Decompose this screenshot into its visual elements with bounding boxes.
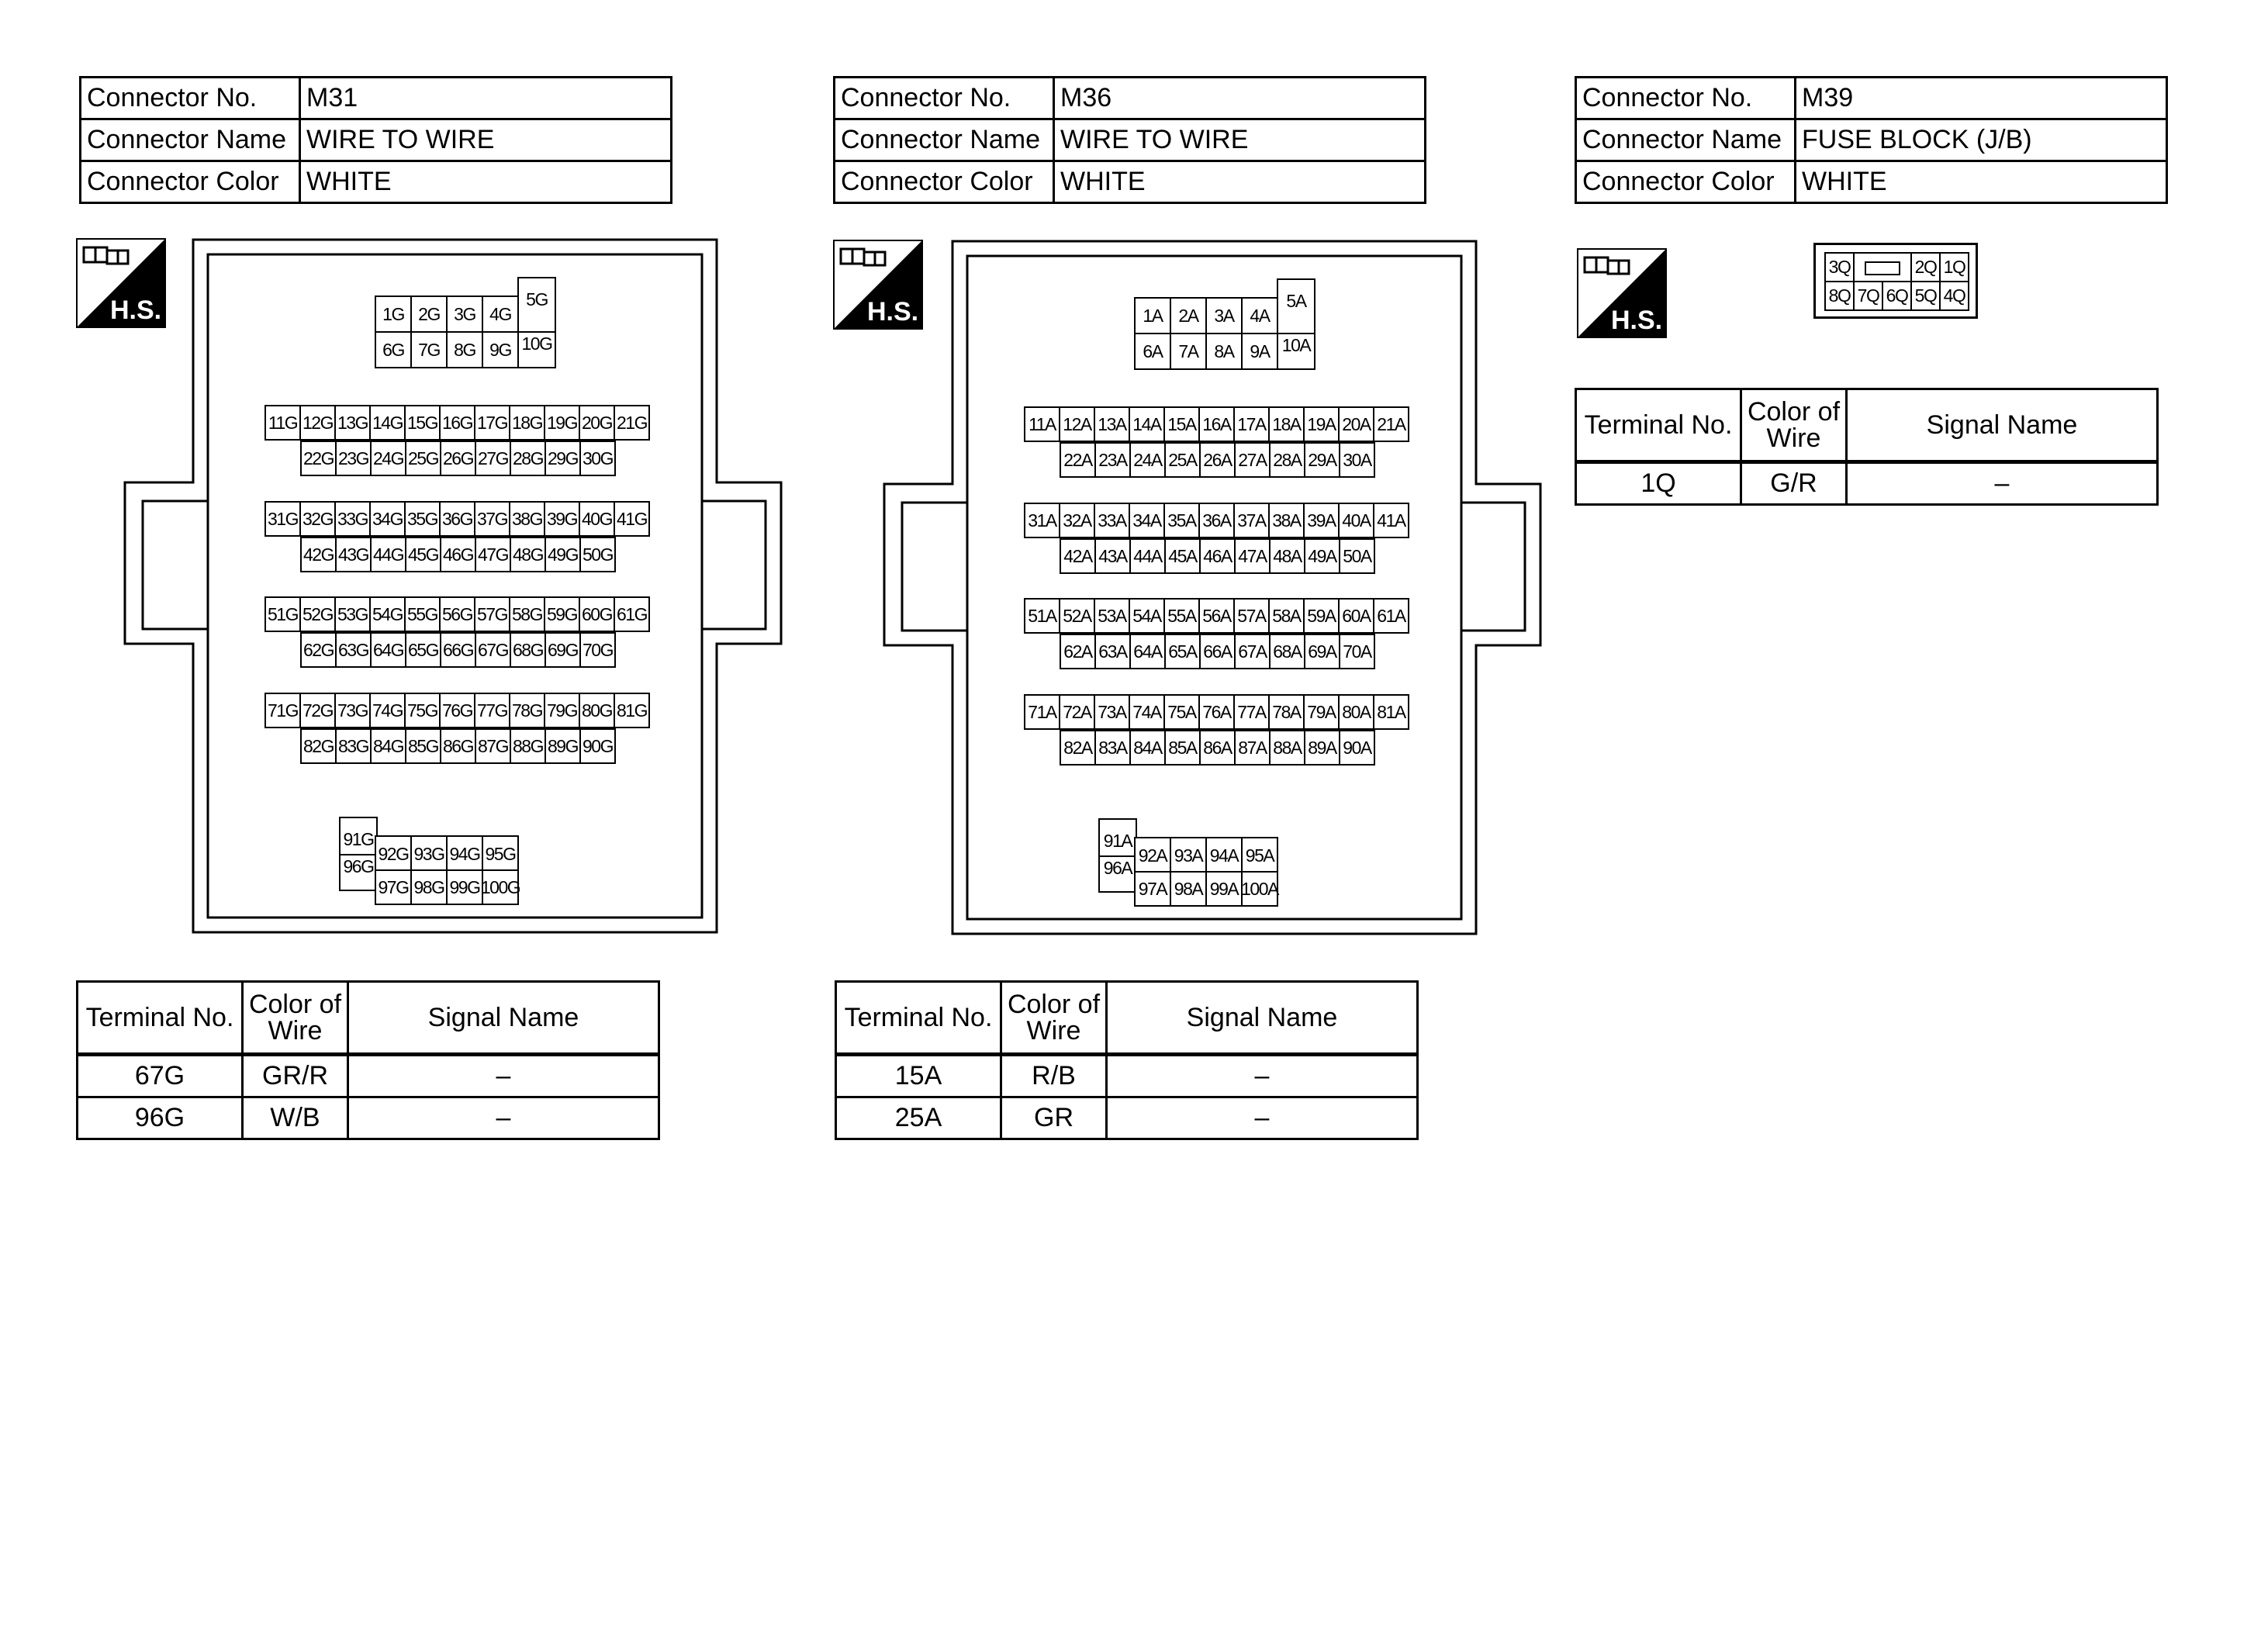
pin-83a: 83A bbox=[1094, 730, 1131, 766]
pin-1g: 1G bbox=[375, 295, 412, 333]
terminal-no-header: Terminal No. bbox=[836, 982, 1001, 1055]
pin-25a: 25A bbox=[1164, 442, 1201, 478]
pin-25g: 25G bbox=[405, 441, 441, 476]
pin-47a: 47A bbox=[1234, 538, 1271, 574]
pin-48a: 48A bbox=[1269, 538, 1305, 574]
pin-45a: 45A bbox=[1164, 538, 1201, 574]
terminal-no-cell: 25A bbox=[836, 1097, 1001, 1139]
pin-28g: 28G bbox=[510, 441, 546, 476]
pin-38g: 38G bbox=[509, 501, 545, 537]
pin-51a: 51A bbox=[1024, 598, 1060, 634]
pin-18g: 18G bbox=[509, 405, 545, 441]
signal-name-cell: – bbox=[1107, 1055, 1418, 1097]
wire-color-header-line2: Wire bbox=[1026, 1016, 1081, 1045]
pin-12g: 12G bbox=[299, 405, 336, 441]
pin-97a: 97A bbox=[1134, 871, 1171, 907]
pin-59g: 59G bbox=[544, 596, 580, 632]
pin-82g: 82G bbox=[300, 728, 337, 764]
hs-label: H.S. bbox=[1611, 306, 1663, 335]
pin-13g: 13G bbox=[334, 405, 371, 441]
pin-90g: 90G bbox=[579, 728, 616, 764]
wire-color-cell: GR bbox=[1001, 1097, 1107, 1139]
pin-65a: 65A bbox=[1164, 634, 1201, 669]
connector-info-table-m36 bbox=[833, 76, 1426, 204]
pin-7g: 7G bbox=[410, 331, 448, 368]
wire-color-cell: GR/R bbox=[243, 1055, 348, 1097]
pin-67a: 67A bbox=[1234, 634, 1271, 669]
pin-13a: 13A bbox=[1094, 406, 1130, 442]
signal-name-cell: – bbox=[1847, 462, 2158, 505]
pin-79a: 79A bbox=[1303, 694, 1340, 730]
pin-80a: 80A bbox=[1338, 694, 1374, 730]
pin-10a: 10A bbox=[1277, 333, 1315, 370]
connector-name-value: WIRE TO WIRE bbox=[300, 119, 672, 161]
pin-71g: 71G bbox=[264, 693, 301, 728]
pin-74a: 74A bbox=[1129, 694, 1165, 730]
pin-32g: 32G bbox=[299, 501, 336, 537]
pin-58a: 58A bbox=[1268, 598, 1305, 634]
pin-55a: 55A bbox=[1163, 598, 1200, 634]
wire-color-header bbox=[1001, 982, 1107, 1055]
pin-61a: 61A bbox=[1373, 598, 1409, 634]
pin-78a: 78A bbox=[1268, 694, 1305, 730]
pin-100g: 100G bbox=[482, 869, 519, 905]
pin-6a: 6A bbox=[1134, 333, 1171, 370]
pin-27g: 27G bbox=[475, 441, 511, 476]
pin-89g: 89G bbox=[545, 728, 581, 764]
pin-73g: 73G bbox=[334, 693, 371, 728]
pin-44g: 44G bbox=[370, 537, 406, 572]
pin-72g: 72G bbox=[299, 693, 336, 728]
pin-73a: 73A bbox=[1094, 694, 1130, 730]
connector-name-value: FUSE BLOCK (J/B) bbox=[1796, 119, 2167, 161]
pin-69g: 69G bbox=[545, 632, 581, 668]
pin-6q: 6Q bbox=[1882, 281, 1912, 311]
signal-name-cell: – bbox=[1107, 1097, 1418, 1139]
pin-74g: 74G bbox=[369, 693, 406, 728]
pin-46a: 46A bbox=[1199, 538, 1236, 574]
pin-23g: 23G bbox=[335, 441, 372, 476]
pin-66g: 66G bbox=[440, 632, 476, 668]
pin-23a: 23A bbox=[1094, 442, 1131, 478]
pin-98g: 98G bbox=[410, 869, 448, 905]
pin-85g: 85G bbox=[405, 728, 441, 764]
hs-label: H.S. bbox=[110, 295, 162, 325]
signal-name-header: Signal Name bbox=[1847, 389, 2158, 462]
pin-7q: 7Q bbox=[1853, 281, 1883, 311]
pin-8g: 8G bbox=[446, 331, 483, 368]
connector-info-table-m31 bbox=[79, 76, 672, 204]
pin-87a: 87A bbox=[1234, 730, 1271, 766]
pin-75g: 75G bbox=[404, 693, 441, 728]
connector-no-value: M36 bbox=[1054, 78, 1426, 119]
pin-15g: 15G bbox=[404, 405, 441, 441]
pin-80g: 80G bbox=[579, 693, 615, 728]
pin-19a: 19A bbox=[1303, 406, 1340, 442]
pin-93a: 93A bbox=[1170, 837, 1207, 874]
pin-66a: 66A bbox=[1199, 634, 1236, 669]
pin-49a: 49A bbox=[1304, 538, 1340, 574]
pin-60a: 60A bbox=[1338, 598, 1374, 634]
pin-38a: 38A bbox=[1268, 503, 1305, 538]
pin-4g: 4G bbox=[482, 295, 519, 333]
wire-color-cell: R/B bbox=[1001, 1055, 1107, 1097]
pin-86a: 86A bbox=[1199, 730, 1236, 766]
pin-30a: 30A bbox=[1339, 442, 1375, 478]
pin-3q: 3Q bbox=[1824, 252, 1855, 282]
pin-93g: 93G bbox=[410, 835, 448, 873]
pin-8q: 8Q bbox=[1824, 281, 1855, 311]
connector-name-label: Connector Name bbox=[835, 119, 1054, 161]
pin-34g: 34G bbox=[369, 501, 406, 537]
pin-16a: 16A bbox=[1198, 406, 1235, 442]
signal-name-header: Signal Name bbox=[348, 982, 659, 1055]
pin-34a: 34A bbox=[1129, 503, 1165, 538]
pin-48g: 48G bbox=[510, 537, 546, 572]
wire-color-cell: G/R bbox=[1741, 462, 1847, 505]
pin-64a: 64A bbox=[1129, 634, 1166, 669]
terminal-no-cell: 1Q bbox=[1576, 462, 1741, 505]
pin-62g: 62G bbox=[300, 632, 337, 668]
pin-11g: 11G bbox=[264, 405, 301, 441]
pin-24a: 24A bbox=[1129, 442, 1166, 478]
pin-41g: 41G bbox=[614, 501, 650, 537]
connector-no-label: Connector No. bbox=[81, 78, 300, 119]
terminal-no-header: Terminal No. bbox=[78, 982, 243, 1055]
terminal-no-cell: 96G bbox=[78, 1097, 243, 1139]
pin-52g: 52G bbox=[299, 596, 336, 632]
pin-95a: 95A bbox=[1241, 837, 1278, 874]
pin-78g: 78G bbox=[509, 693, 545, 728]
pin-2a: 2A bbox=[1170, 297, 1207, 334]
pin-42a: 42A bbox=[1060, 538, 1096, 574]
pin-58g: 58G bbox=[509, 596, 545, 632]
pin-55g: 55G bbox=[404, 596, 441, 632]
pin-39a: 39A bbox=[1303, 503, 1340, 538]
connector-name-value: WIRE TO WIRE bbox=[1054, 119, 1426, 161]
pin-1q: 1Q bbox=[1939, 252, 1969, 282]
pin-29a: 29A bbox=[1304, 442, 1340, 478]
pin-62a: 62A bbox=[1060, 634, 1096, 669]
connector-color-label: Connector Color bbox=[1576, 161, 1796, 203]
pin-60g: 60G bbox=[579, 596, 615, 632]
pin-14a: 14A bbox=[1129, 406, 1165, 442]
pin-22g: 22G bbox=[300, 441, 337, 476]
pin-82a: 82A bbox=[1060, 730, 1096, 766]
pin-10g: 10G bbox=[517, 331, 556, 368]
pin-65g: 65G bbox=[405, 632, 441, 668]
pin-50a: 50A bbox=[1339, 538, 1375, 574]
pin-24g: 24G bbox=[370, 441, 406, 476]
pin-68g: 68G bbox=[510, 632, 546, 668]
terminal-table-m39 bbox=[1575, 388, 2159, 506]
pin-28a: 28A bbox=[1269, 442, 1305, 478]
pin-57g: 57G bbox=[474, 596, 510, 632]
pin-90a: 90A bbox=[1339, 730, 1375, 766]
pin-3a: 3A bbox=[1205, 297, 1243, 334]
pin-31a: 31A bbox=[1024, 503, 1060, 538]
pin-72a: 72A bbox=[1059, 694, 1095, 730]
pin-87g: 87G bbox=[475, 728, 511, 764]
pin-91a: 91A bbox=[1098, 818, 1137, 874]
pin-86g: 86G bbox=[440, 728, 476, 764]
pin-49g: 49G bbox=[545, 537, 581, 572]
table-row bbox=[836, 1097, 1418, 1139]
wire-color-header-line2: Wire bbox=[268, 1016, 323, 1045]
pin-1a: 1A bbox=[1134, 297, 1171, 334]
pin-56g: 56G bbox=[439, 596, 475, 632]
pin-12a: 12A bbox=[1059, 406, 1095, 442]
pin-43a: 43A bbox=[1094, 538, 1131, 574]
pin-36g: 36G bbox=[439, 501, 475, 537]
wire-color-header-line1: Color of bbox=[1007, 990, 1101, 1019]
pin-40g: 40G bbox=[579, 501, 615, 537]
pin-41a: 41A bbox=[1373, 503, 1409, 538]
pin-70a: 70A bbox=[1339, 634, 1375, 669]
wire-color-header bbox=[1741, 389, 1847, 462]
terminal-no-header: Terminal No. bbox=[1576, 389, 1741, 462]
pin-47g: 47G bbox=[475, 537, 511, 572]
pin-68a: 68A bbox=[1269, 634, 1305, 669]
pin-99a: 99A bbox=[1205, 871, 1243, 907]
terminal-table-m31 bbox=[76, 980, 660, 1140]
connector-no-value: M39 bbox=[1796, 78, 2167, 119]
pin-4q: 4Q bbox=[1939, 281, 1969, 311]
pin-45g: 45G bbox=[405, 537, 441, 572]
pin-95g: 95G bbox=[482, 835, 519, 873]
pin-96a: 96A bbox=[1098, 855, 1137, 893]
pin-94a: 94A bbox=[1205, 837, 1243, 874]
wire-color-cell: W/B bbox=[243, 1097, 348, 1139]
pin-37a: 37A bbox=[1233, 503, 1270, 538]
pin-20a: 20A bbox=[1338, 406, 1374, 442]
pin-77g: 77G bbox=[474, 693, 510, 728]
harness-side-icon bbox=[1577, 248, 1667, 338]
table-row bbox=[836, 1055, 1418, 1097]
connector-info-table-m39 bbox=[1575, 76, 2168, 204]
pin-40a: 40A bbox=[1338, 503, 1374, 538]
pin-43g: 43G bbox=[335, 537, 372, 572]
pin-94g: 94G bbox=[446, 835, 483, 873]
pin-88a: 88A bbox=[1269, 730, 1305, 766]
pin-27a: 27A bbox=[1234, 442, 1271, 478]
pin-14g: 14G bbox=[369, 405, 406, 441]
pin-75a: 75A bbox=[1163, 694, 1200, 730]
pin-76a: 76A bbox=[1198, 694, 1235, 730]
pin-91g: 91G bbox=[339, 817, 378, 873]
pin-89a: 89A bbox=[1304, 730, 1340, 766]
pin-92g: 92G bbox=[375, 835, 412, 873]
pin-84g: 84G bbox=[370, 728, 406, 764]
connector-no-label: Connector No. bbox=[835, 78, 1054, 119]
pin-46g: 46G bbox=[440, 537, 476, 572]
pin-2g: 2G bbox=[410, 295, 448, 333]
table-row bbox=[78, 1097, 659, 1139]
pin-92a: 92A bbox=[1134, 837, 1171, 874]
pin-35g: 35G bbox=[404, 501, 441, 537]
pin-83g: 83G bbox=[335, 728, 372, 764]
pin-29g: 29G bbox=[545, 441, 581, 476]
pin-100a: 100A bbox=[1241, 871, 1278, 907]
pin-30g: 30G bbox=[579, 441, 616, 476]
wire-color-header-line1: Color of bbox=[1747, 397, 1841, 427]
hs-label: H.S. bbox=[867, 297, 919, 327]
pin-81g: 81G bbox=[614, 693, 650, 728]
pin-22a: 22A bbox=[1060, 442, 1096, 478]
pin-33a: 33A bbox=[1094, 503, 1130, 538]
pin-88g: 88G bbox=[510, 728, 546, 764]
pin-8a: 8A bbox=[1205, 333, 1243, 370]
pin-3g: 3G bbox=[446, 295, 483, 333]
connector-color-value: WHITE bbox=[1796, 161, 2167, 203]
pin-67g: 67G bbox=[475, 632, 511, 668]
pin-64g: 64G bbox=[370, 632, 406, 668]
pin-4a: 4A bbox=[1241, 297, 1278, 334]
pin-6g: 6G bbox=[375, 331, 412, 368]
pin-35a: 35A bbox=[1163, 503, 1200, 538]
pin-50g: 50G bbox=[579, 537, 616, 572]
pin-21a: 21A bbox=[1373, 406, 1409, 442]
pin-20g: 20G bbox=[579, 405, 615, 441]
signal-name-cell: – bbox=[348, 1055, 659, 1097]
wire-color-header-line2: Wire bbox=[1766, 423, 1821, 453]
pin-5g: 5G bbox=[517, 277, 556, 333]
pin-16g: 16G bbox=[439, 405, 475, 441]
terminal-table-m36 bbox=[835, 980, 1419, 1140]
pin-56a: 56A bbox=[1198, 598, 1235, 634]
pin-54a: 54A bbox=[1129, 598, 1165, 634]
pin-33g: 33G bbox=[334, 501, 371, 537]
wire-color-header-line1: Color of bbox=[248, 990, 342, 1019]
connector-no-value: M31 bbox=[300, 78, 672, 119]
pin-70g: 70G bbox=[579, 632, 616, 668]
pin-81a: 81A bbox=[1373, 694, 1409, 730]
pin-2q: 2Q bbox=[1910, 252, 1941, 282]
pin-44a: 44A bbox=[1129, 538, 1166, 574]
pin-61g: 61G bbox=[614, 596, 650, 632]
pin-17g: 17G bbox=[474, 405, 510, 441]
pin-52a: 52A bbox=[1059, 598, 1095, 634]
table-row bbox=[78, 1055, 659, 1097]
connector-color-label: Connector Color bbox=[81, 161, 300, 203]
pin-21g: 21G bbox=[614, 405, 650, 441]
pin-17a: 17A bbox=[1233, 406, 1270, 442]
connector-color-label: Connector Color bbox=[835, 161, 1054, 203]
wire-color-header bbox=[243, 982, 348, 1055]
table-row bbox=[1576, 462, 2158, 505]
pin-15a: 15A bbox=[1163, 406, 1200, 442]
pin-53g: 53G bbox=[334, 596, 371, 632]
connector-color-value: WHITE bbox=[300, 161, 672, 203]
connector-no-label: Connector No. bbox=[1576, 78, 1796, 119]
pin-31g: 31G bbox=[264, 501, 301, 537]
connector-color-value: WHITE bbox=[1054, 161, 1426, 203]
pin-39g: 39G bbox=[544, 501, 580, 537]
pin-79g: 79G bbox=[544, 693, 580, 728]
pin-18a: 18A bbox=[1268, 406, 1305, 442]
pin-32a: 32A bbox=[1059, 503, 1095, 538]
terminal-no-cell: 67G bbox=[78, 1055, 243, 1097]
pin-85a: 85A bbox=[1164, 730, 1201, 766]
terminal-no-cell: 15A bbox=[836, 1055, 1001, 1097]
pin-63a: 63A bbox=[1094, 634, 1131, 669]
pin-5q: 5Q bbox=[1910, 281, 1941, 311]
signal-name-cell: – bbox=[348, 1097, 659, 1139]
pin-26g: 26G bbox=[440, 441, 476, 476]
pin-9a: 9A bbox=[1241, 333, 1278, 370]
pin-77a: 77A bbox=[1233, 694, 1270, 730]
pin-37g: 37G bbox=[474, 501, 510, 537]
pin-71a: 71A bbox=[1024, 694, 1060, 730]
pin-36a: 36A bbox=[1198, 503, 1235, 538]
pin-9g: 9G bbox=[482, 331, 519, 368]
pin-54g: 54G bbox=[369, 596, 406, 632]
connector-name-label: Connector Name bbox=[1576, 119, 1796, 161]
pin-26a: 26A bbox=[1199, 442, 1236, 478]
pin-98a: 98A bbox=[1170, 871, 1207, 907]
pin-59a: 59A bbox=[1303, 598, 1340, 634]
pin-51g: 51G bbox=[264, 596, 301, 632]
fuse-slot-opening bbox=[1865, 261, 1900, 275]
pin-97g: 97G bbox=[375, 869, 412, 905]
pin-7a: 7A bbox=[1170, 333, 1207, 370]
pin-53a: 53A bbox=[1094, 598, 1130, 634]
pin-96g: 96G bbox=[339, 854, 378, 891]
pin-5a: 5A bbox=[1277, 278, 1315, 334]
pin-57a: 57A bbox=[1233, 598, 1270, 634]
pin-42g: 42G bbox=[300, 537, 337, 572]
signal-name-header: Signal Name bbox=[1107, 982, 1418, 1055]
connector-name-label: Connector Name bbox=[81, 119, 300, 161]
pin-99g: 99G bbox=[446, 869, 483, 905]
pin-84a: 84A bbox=[1129, 730, 1166, 766]
pin-69a: 69A bbox=[1304, 634, 1340, 669]
pin-76g: 76G bbox=[439, 693, 475, 728]
pin-19g: 19G bbox=[544, 405, 580, 441]
pin-63g: 63G bbox=[335, 632, 372, 668]
pin-11a: 11A bbox=[1024, 406, 1060, 442]
